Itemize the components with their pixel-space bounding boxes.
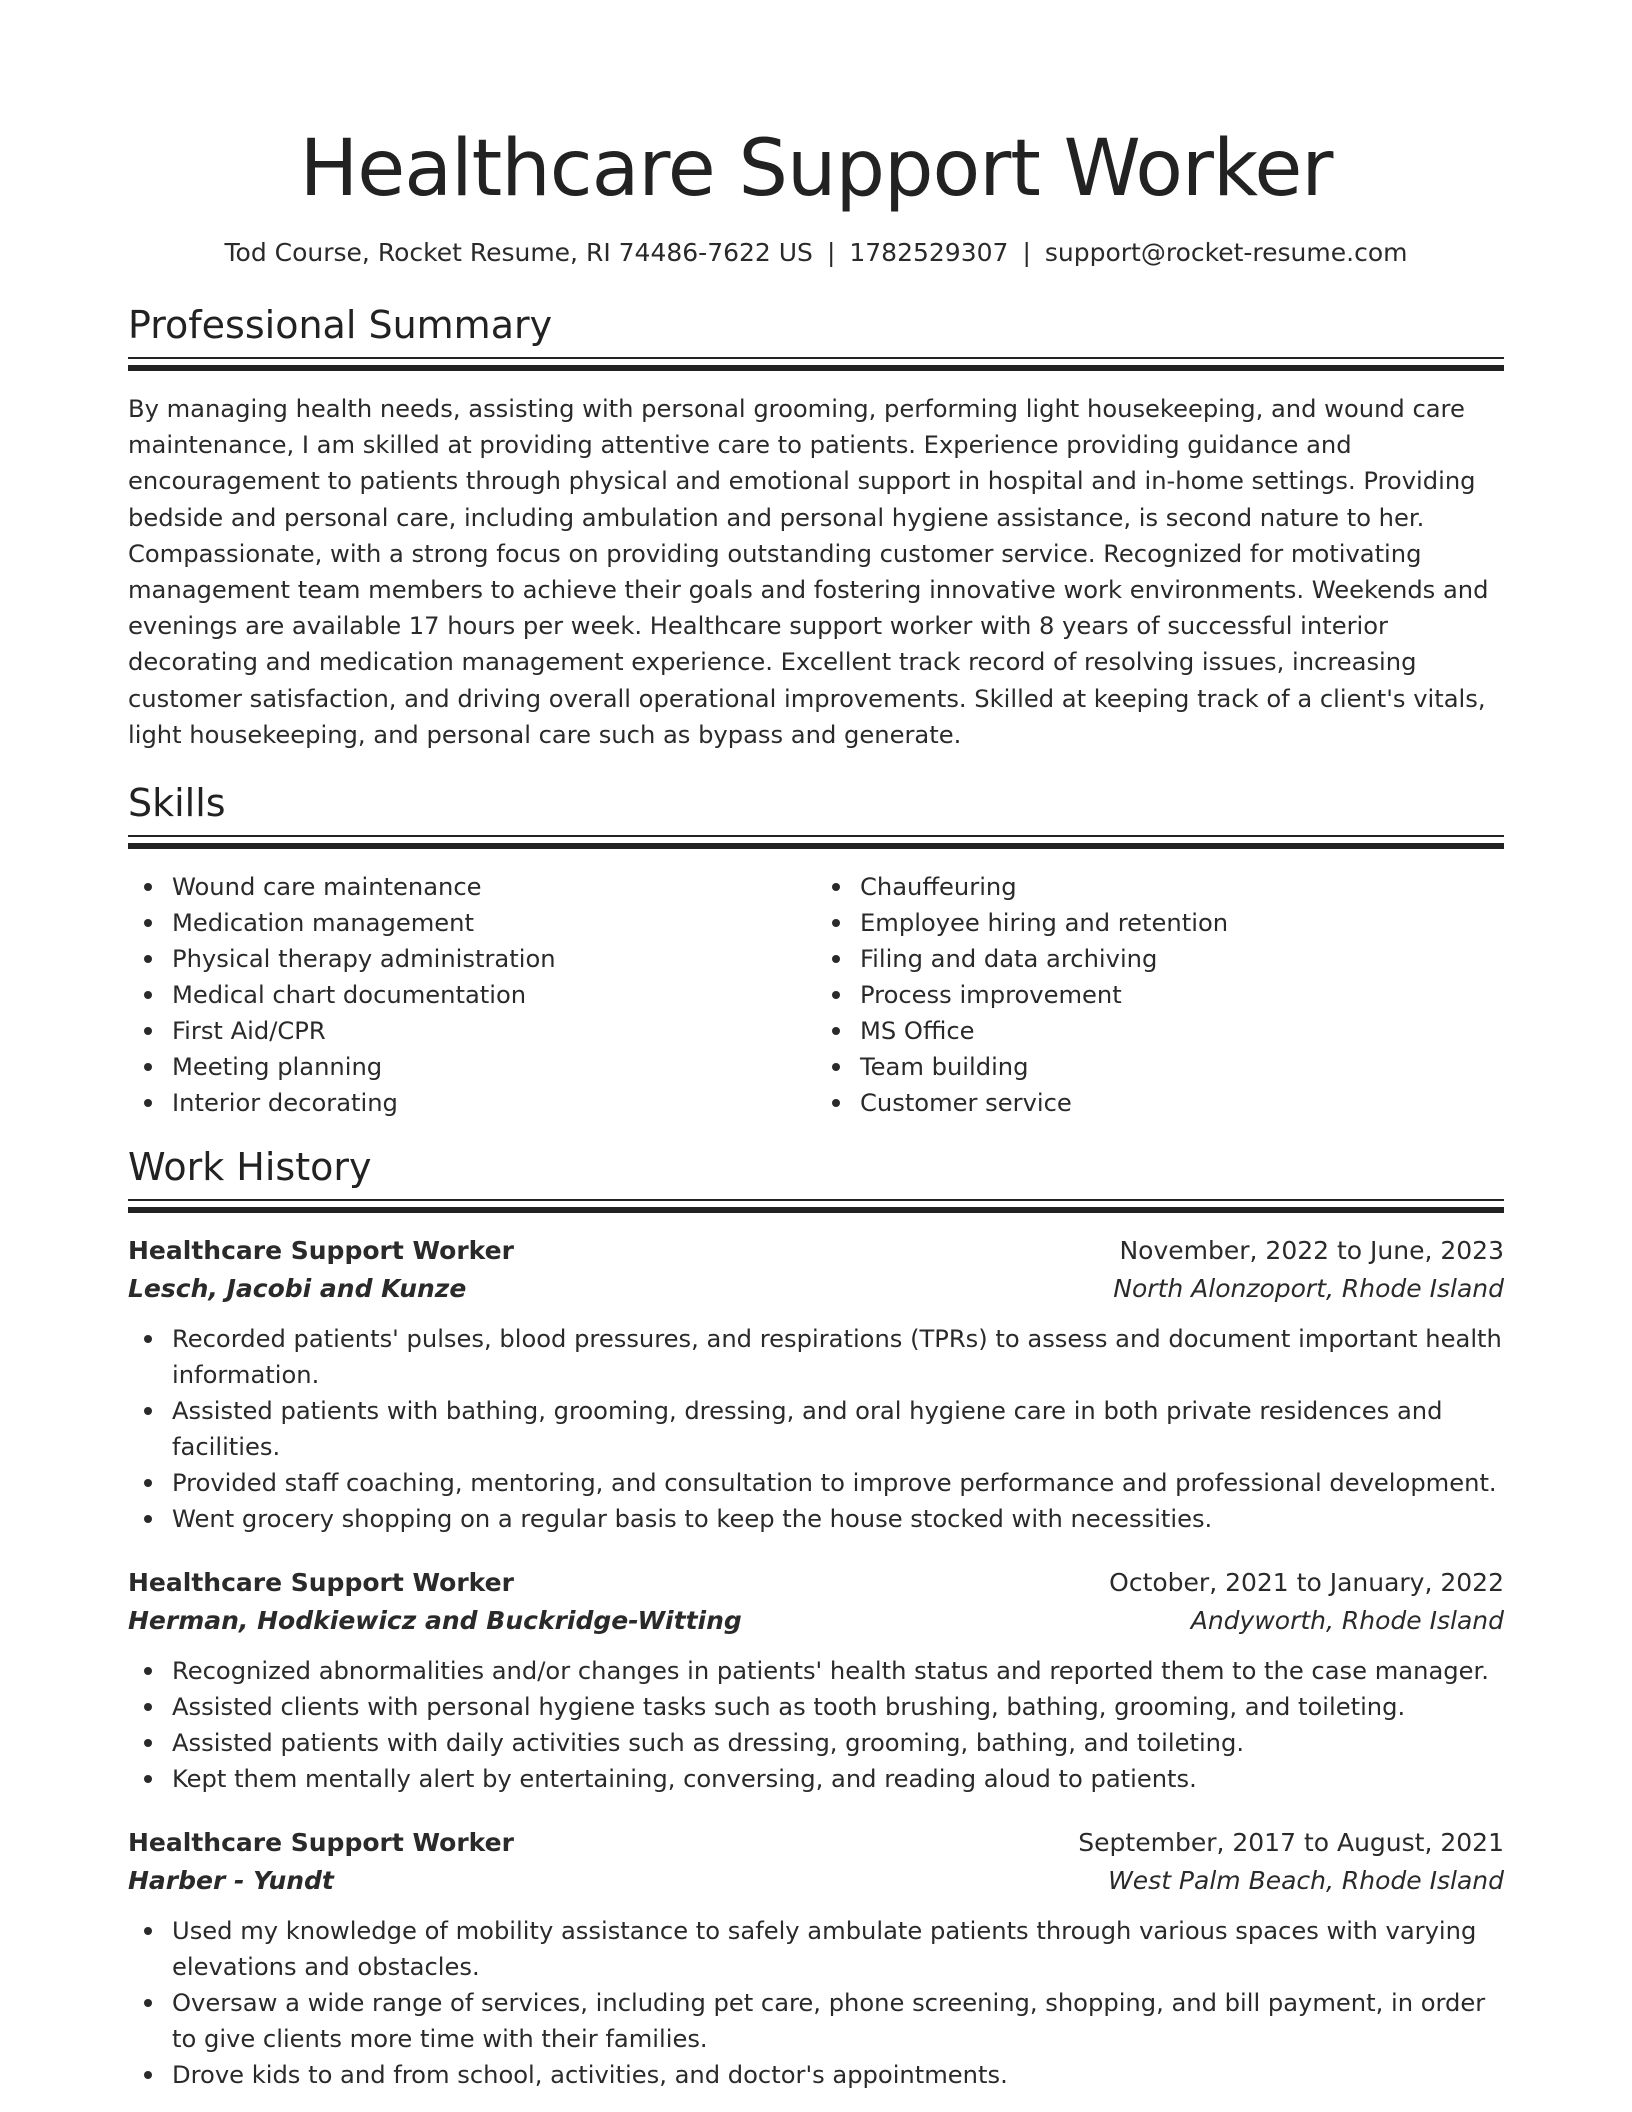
job-header bbox=[128, 1233, 1504, 1269]
job-bullet: Used my knowledge of mobility assistance to safely ambulate patients through various spaces with varying elevations and obstacles. bbox=[172, 1913, 1504, 1985]
job-bullet: Went grocery shopping on a regular basis to keep the house stocked with necessities. bbox=[172, 1501, 1504, 1537]
job-bullet: Drove kids to and from school, activities, and doctor's appointments. bbox=[172, 2057, 1504, 2093]
job-entry bbox=[128, 1565, 1504, 1797]
section-divider bbox=[128, 1199, 1504, 1217]
job-bullets bbox=[128, 1653, 1504, 1797]
contact-separator: | bbox=[826, 238, 836, 267]
skills-section bbox=[128, 779, 1504, 1121]
skill-item: Team building bbox=[860, 1049, 1504, 1085]
skills-list-left bbox=[128, 869, 816, 1121]
job-entry bbox=[128, 1233, 1504, 1537]
job-bullets bbox=[128, 1913, 1504, 2093]
contact-phone: 1782529307 bbox=[849, 238, 1009, 267]
contact-email: support@rocket-resume.com bbox=[1044, 238, 1408, 267]
skill-item: Customer service bbox=[860, 1085, 1504, 1121]
skill-item: Medical chart documentation bbox=[172, 977, 816, 1013]
section-heading: Skills bbox=[128, 781, 226, 826]
job-dates: September, 2017 to August, 2021 bbox=[1078, 1828, 1504, 1858]
skill-item: Employee hiring and retention bbox=[860, 905, 1504, 941]
job-company: Herman, Hodkiewicz and Buckridge-Witting bbox=[128, 1606, 742, 1636]
skills-columns bbox=[128, 869, 1504, 1121]
skill-item: Wound care maintenance bbox=[172, 869, 816, 905]
contact-line bbox=[128, 237, 1504, 269]
job-location: Andyworth, Rhode Island bbox=[1190, 1606, 1504, 1636]
job-header bbox=[128, 1565, 1504, 1601]
job-bullet: Assisted patients with bathing, grooming, dressing, and oral hygiene care in both private residences and facilities. bbox=[172, 1393, 1504, 1465]
skill-item: Meeting planning bbox=[172, 1049, 816, 1085]
job-title: Healthcare Support Worker bbox=[128, 1568, 514, 1598]
skill-item: Physical therapy administration bbox=[172, 941, 816, 977]
job-subheader bbox=[128, 1863, 1504, 1899]
job-bullet: Oversaw a wide range of services, including pet care, phone screening, shopping, and bill payment, in order to give clients more time with their families. bbox=[172, 1985, 1504, 2057]
section-heading: Work History bbox=[128, 1145, 372, 1190]
skill-item: Process improvement bbox=[860, 977, 1504, 1013]
job-header bbox=[128, 1825, 1504, 1861]
job-bullet: Provided staff coaching, mentoring, and consultation to improve performance and professional development. bbox=[172, 1465, 1504, 1501]
job-entry bbox=[128, 1825, 1504, 2093]
skill-item: Interior decorating bbox=[172, 1085, 816, 1121]
job-bullet: Assisted clients with personal hygiene tasks such as tooth brushing, bathing, grooming, and toileting. bbox=[172, 1689, 1504, 1725]
section-heading: Professional Summary bbox=[128, 303, 553, 347]
skill-item: Filing and data archiving bbox=[860, 941, 1504, 977]
job-subheader bbox=[128, 1271, 1504, 1307]
job-bullet: Kept them mentally alert by entertaining, conversing, and reading aloud to patients. bbox=[172, 1761, 1504, 1797]
job-dates: November, 2022 to June, 2023 bbox=[1119, 1236, 1504, 1266]
skill-item: Medication management bbox=[172, 905, 816, 941]
contact-separator: | bbox=[1022, 238, 1031, 267]
job-location: West Palm Beach, Rhode Island bbox=[1108, 1866, 1504, 1896]
summary-text: By managing health needs, assisting with personal grooming, performing light housekeeping, and wound care maintenance, I am skilled at providing attentive care to patients. Experience providing guidance and encouragement to patients through physical and emotional support in hospital and in-home settings. Providing bedside and personal care, including ambulation and personal hygiene assistance, is second nature to her. Compassionate, with a strong focus on providing outstanding customer service. Recognized for motivating management team members to achieve their goals and fostering innovative work environments. Weekends and evenings are available 17 hours per week. Healthcare support worker with 8 years of successful interior decorating and medication management experience. Excellent track record of resolving issues, increasing customer satisfaction, and driving overall operational improvements. Skilled at keeping track of a client's vitals, light housekeeping, and personal care such as bypass and generate. bbox=[128, 395, 1489, 749]
job-title: Healthcare Support Worker bbox=[128, 1236, 514, 1266]
job-bullet: Assisted patients with daily activities such as dressing, grooming, bathing, and toileting. bbox=[172, 1725, 1504, 1761]
job-bullets bbox=[128, 1321, 1504, 1537]
summary-section bbox=[128, 301, 1504, 753]
job-company: Harber - Yundt bbox=[128, 1866, 334, 1896]
skill-item: MS Office bbox=[860, 1013, 1504, 1049]
job-location: North Alonzoport, Rhode Island bbox=[1113, 1274, 1504, 1304]
contact-address: Tod Course, Rocket Resume, RI 74486-7622 US bbox=[224, 238, 813, 267]
skills-list-right bbox=[816, 869, 1504, 1121]
job-bullet: Recognized abnormalities and/or changes in patients' health status and reported them to the case manager. bbox=[172, 1653, 1504, 1689]
job-bullet: Recorded patients' pulses, blood pressures, and respirations (TPRs) to assess and document important health information. bbox=[172, 1321, 1504, 1393]
job-subheader bbox=[128, 1603, 1504, 1639]
job-dates: October, 2021 to January, 2022 bbox=[1109, 1568, 1504, 1598]
skill-item: First Aid/CPR bbox=[172, 1013, 816, 1049]
work-history-section bbox=[128, 1143, 1504, 2093]
skill-item: Chauffeuring bbox=[860, 869, 1504, 905]
section-divider bbox=[128, 835, 1504, 853]
job-company: Lesch, Jacobi and Kunze bbox=[128, 1274, 467, 1304]
resume-title: Healthcare Support Worker bbox=[299, 124, 1333, 214]
job-title: Healthcare Support Worker bbox=[128, 1828, 514, 1858]
section-divider bbox=[128, 357, 1504, 375]
